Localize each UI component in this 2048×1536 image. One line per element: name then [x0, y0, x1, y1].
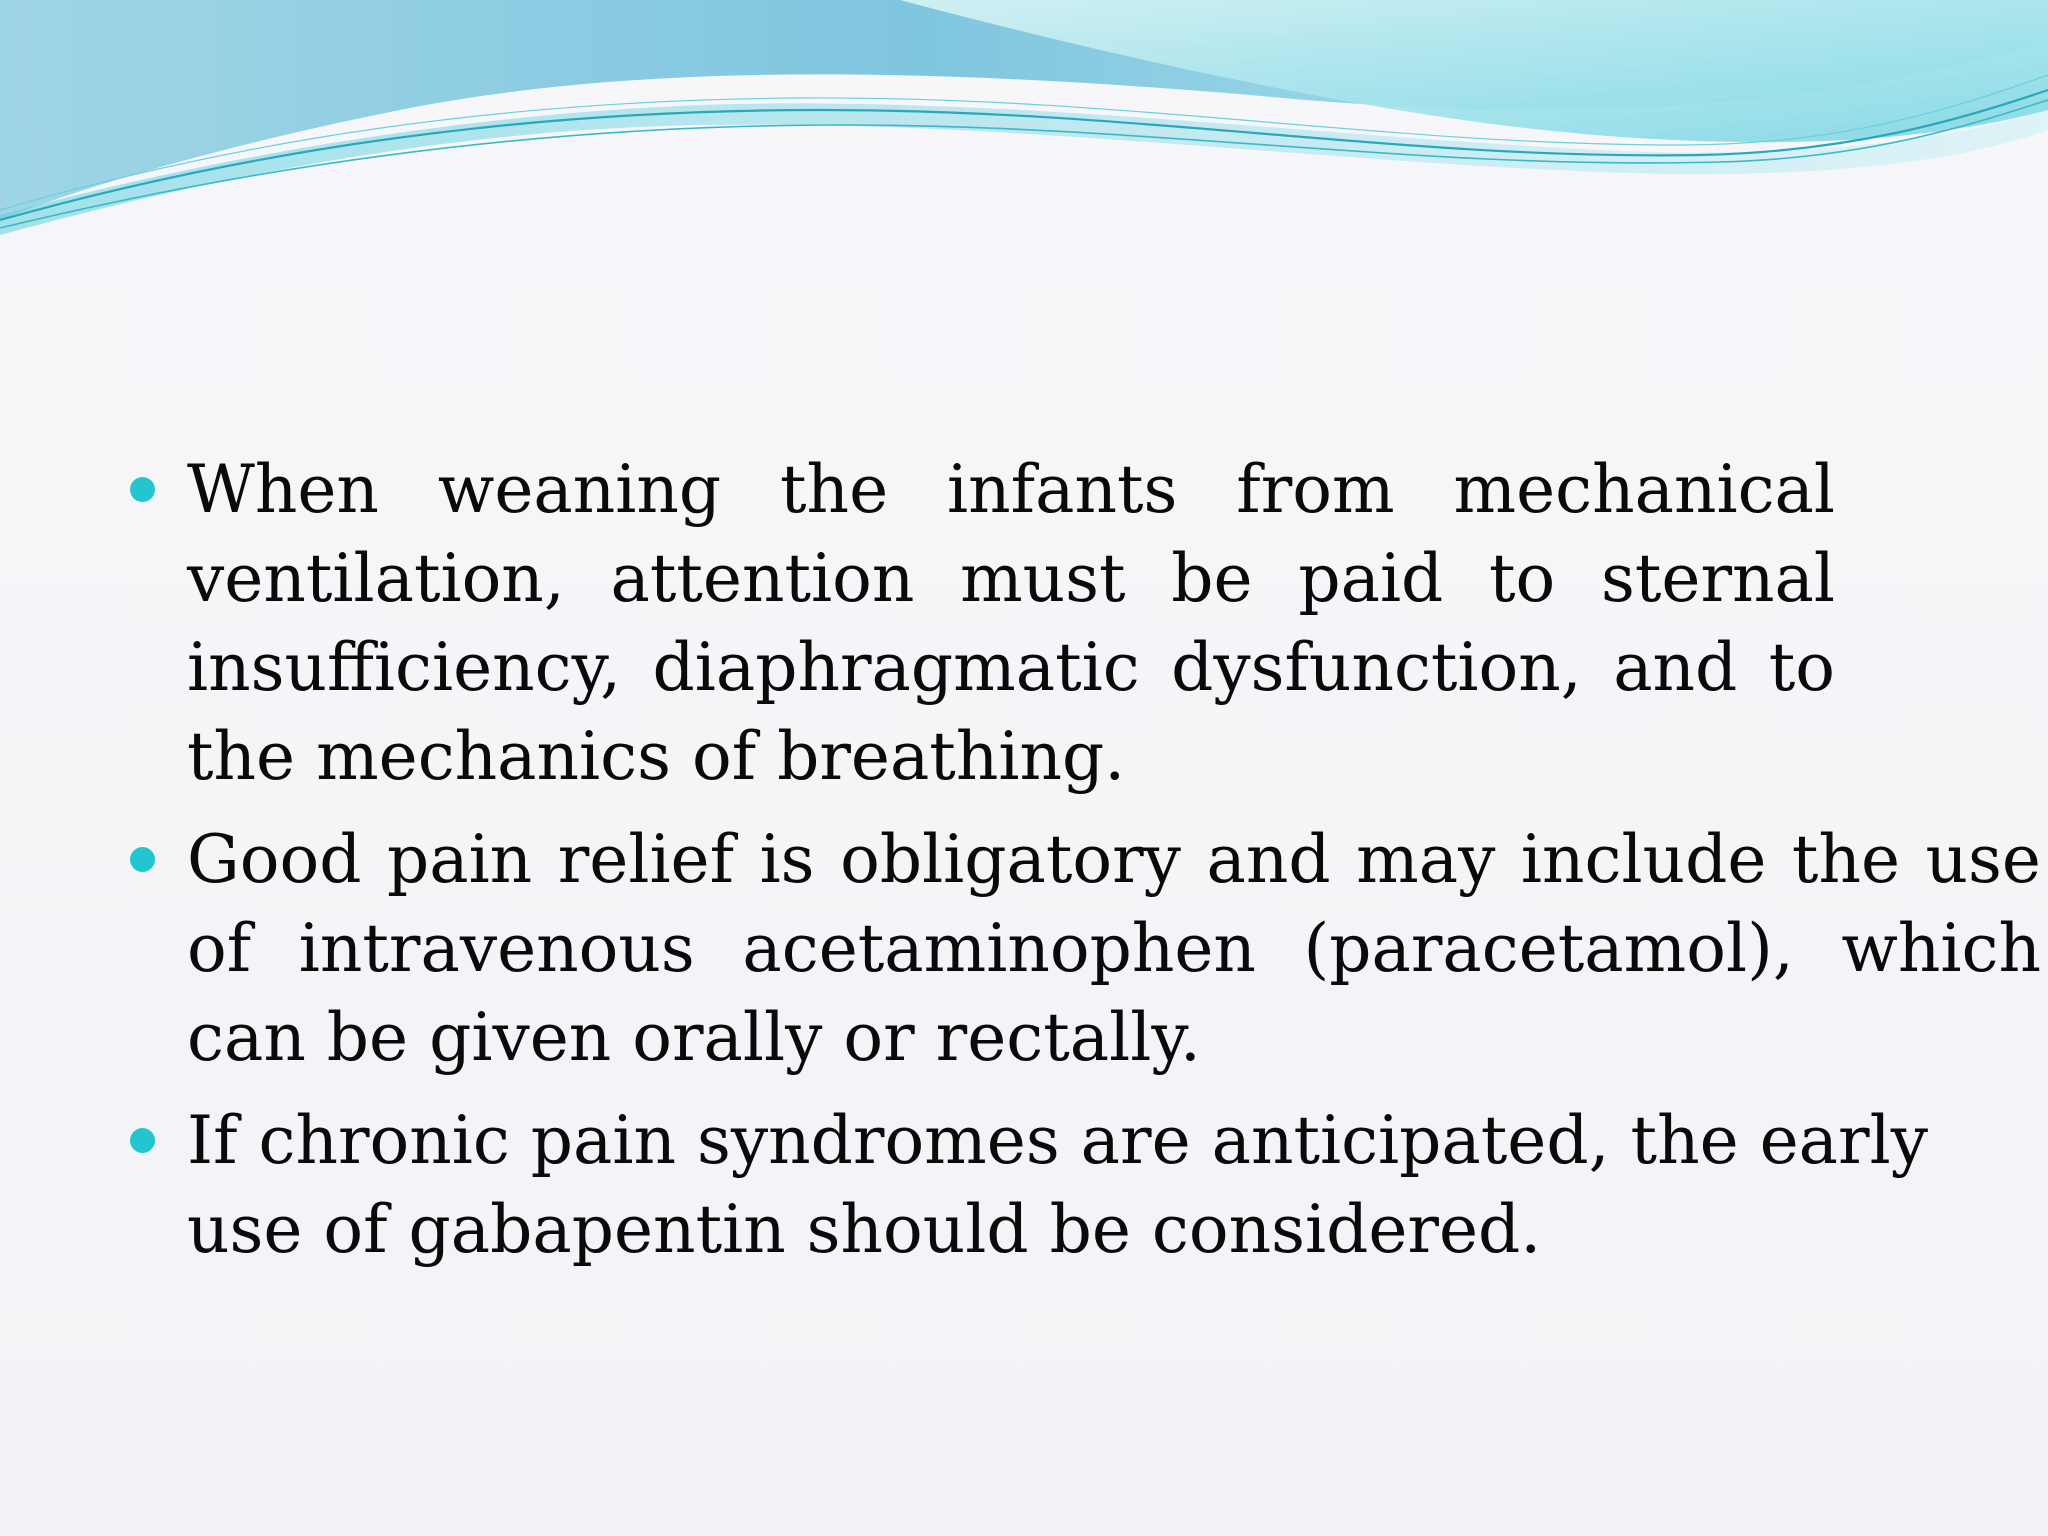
wave-header-decoration	[0, 0, 2048, 240]
bullet-list	[125, 445, 2041, 1274]
slide-body	[125, 445, 2041, 1288]
bullet-dot-icon	[130, 477, 155, 502]
bullet-text: When weaning the infants from mechanical ventilation, attention must be paid to sternal insufficiency, diaphragmatic dysfunction, and to the mechanics of breathing.	[187, 451, 1835, 795]
bullet-dot-icon	[130, 847, 155, 872]
bullet-dot-icon	[130, 1128, 155, 1153]
bullet-text: Good pain relief is obligatory and may include the use of intravenous acetaminophen (paracetamol), which can be given orally or rectally.	[187, 821, 2041, 1076]
bullet-item	[125, 815, 2041, 1082]
bullet-item	[125, 1096, 1967, 1274]
bullet-item	[125, 445, 1835, 801]
bullet-text: If chronic pain syndromes are anticipated, the early use of gabapentin should be considered.	[187, 1102, 1928, 1268]
